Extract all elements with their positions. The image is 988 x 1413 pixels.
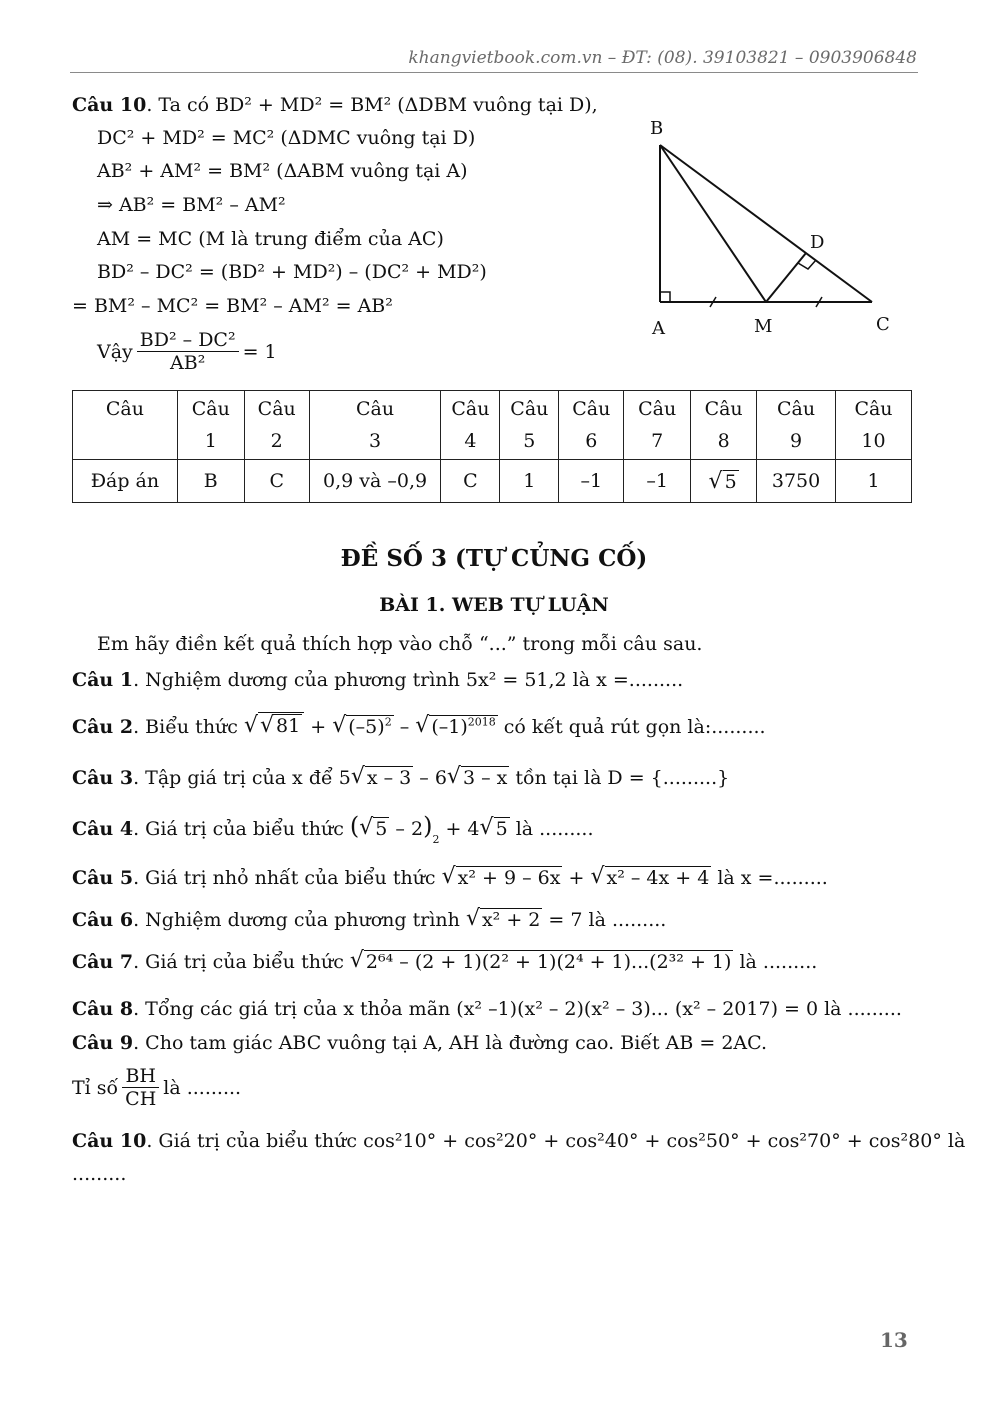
- conclusion-fraction: [137, 330, 239, 373]
- question-label: Câu 7: [72, 951, 134, 973]
- question-text: . Nghiệm dương của phương trình: [133, 909, 460, 931]
- radicand: (–5): [348, 716, 385, 738]
- table-answer: C: [441, 460, 500, 503]
- question-4: Câu 4 . Giá trị của biểu thức ( √ 5 – 2 ) 2 + 4 √ 5 là .........: [72, 812, 594, 846]
- question-text: . Giá trị nhỏ nhất của biểu thức: [133, 867, 436, 889]
- solution-line-4: ⇒ AB² = BM² – AM²: [97, 194, 286, 216]
- question-text: . Tập giá trị của x để: [133, 767, 333, 789]
- table-q-header: Câu 8: [691, 391, 757, 460]
- question-text: . Giá trị của biểu thức cos²10° + cos²20° + cos²40° + cos²50° + cos²70° + cos²80° là: [146, 1130, 966, 1152]
- question-7: Câu 7 . Giá trị của biểu thức √ 2⁶⁴ – (2 + 1)(2² + 1)(2⁴ + 1)...(2³² + 1) là .........: [72, 948, 818, 973]
- table-answer: 0,9 và –0,9: [309, 460, 441, 503]
- segment-bc: [660, 145, 872, 302]
- table-answer: C: [244, 460, 309, 503]
- radicand: 3 – x: [462, 767, 508, 789]
- question-text: . Tổng các giá trị của x thỏa mãn (x² –1)(x² – 2)(x² – 3)... (x² – 2017) = 0 là .........: [133, 998, 902, 1020]
- right-angle-a: [660, 292, 670, 302]
- question-text: là .........: [588, 909, 667, 931]
- table-answer: 3750: [757, 460, 836, 503]
- section-title: ĐỀ SỐ 3 (TỰ CỦNG CỐ): [340, 545, 648, 572]
- segment-md: [766, 253, 806, 302]
- question-6: Câu 6 . Nghiệm dương của phương trình √ x² + 2 = 7 là .........: [72, 906, 667, 931]
- question-label: Câu 3: [72, 767, 134, 789]
- question-label: Câu 8: [72, 998, 134, 1020]
- ratio-fraction: [122, 1066, 159, 1109]
- solution-line-6: BD² – DC² = (BD² + MD²) – (DC² + MD²): [97, 261, 487, 283]
- question-10: [72, 1130, 965, 1152]
- question-label: Câu 1: [72, 669, 134, 691]
- radicand: x² + 9 – 6x: [457, 867, 561, 889]
- fraction-denominator: AB²: [170, 352, 206, 374]
- question-3: Câu 3 . Tập giá trị của x để 5 √ x – 3 – 6 √ 3 – x tồn tại là D = {.........}: [72, 764, 730, 789]
- question-text: có kết quả rút gọn là:.........: [503, 716, 766, 738]
- label-d: D: [810, 232, 825, 253]
- table-answer: B: [177, 460, 244, 503]
- radicand: x – 3: [366, 767, 412, 789]
- table-q-header: Câu 3: [309, 391, 441, 460]
- label-b: B: [650, 118, 664, 139]
- label-m: M: [754, 316, 773, 337]
- instruction: Em hãy điền kết quả thích hợp vào chỗ “...” trong mỗi câu sau.: [97, 633, 703, 655]
- table-answer: –1: [559, 460, 624, 503]
- question-label: Câu 2: [72, 716, 134, 738]
- question-label: Câu 6: [72, 909, 134, 931]
- fraction-result: = 1: [242, 340, 277, 363]
- table-q-header: Câu 10: [836, 391, 912, 460]
- question-text: là .........: [515, 818, 594, 840]
- answer-table: [72, 390, 912, 503]
- question-text: là .........: [163, 1076, 242, 1099]
- radicand: x² – 4x + 4: [606, 867, 710, 889]
- label-c: C: [876, 314, 890, 335]
- question-text: . Biểu thức: [133, 716, 238, 738]
- table-q-header: Câu 7: [624, 391, 691, 460]
- radicand: x² + 2: [481, 909, 541, 931]
- segment-bm: [660, 145, 766, 302]
- ratio-label: Tỉ số: [72, 1076, 119, 1099]
- table-q-header: Câu 6: [559, 391, 624, 460]
- table-answer: 1: [836, 460, 912, 503]
- question-text: là x =.........: [717, 867, 828, 889]
- question-text: . Nghiệm dương của phương trình 5x² = 51,2 là x =.........: [133, 669, 684, 691]
- table-q-header: Câu 1: [177, 391, 244, 460]
- question-label: Câu 4: [72, 818, 134, 840]
- radicand: (–1): [431, 716, 468, 738]
- solution-line-3: AB² + AM² = BM² (ΔABM vuông tại A): [97, 160, 468, 182]
- vay-text: Vậy: [97, 340, 133, 363]
- solution-line-5: AM = MC (M là trung điểm của AC): [97, 228, 444, 250]
- question-9-ratio: [72, 1066, 241, 1109]
- page-number: 13: [880, 1328, 908, 1352]
- fraction-numerator: BH: [122, 1066, 159, 1088]
- solution-line-2: DC² + MD² = MC² (ΔDMC vuông tại D): [97, 127, 476, 149]
- answer-table-answer-row: [73, 460, 912, 503]
- solution-text-1: . Ta có BD² + MD² = BM² (ΔDBM vuông tại D),: [146, 94, 598, 116]
- table-answer-sqrt: √ 5: [691, 460, 757, 503]
- question-text: tồn tại là D = {.........}: [515, 767, 730, 789]
- header-rule: [70, 72, 918, 73]
- question-5: Câu 5 . Giá trị nhỏ nhất của biểu thức √ x² + 9 – 6x + √ x² – 4x + 4 là x =.........: [72, 864, 828, 889]
- table-header-label: Câu: [73, 391, 178, 460]
- question-9: [72, 1032, 767, 1054]
- radicand: 2⁶⁴ – (2 + 1)(2² + 1)(2⁴ + 1)...(2³² + 1): [365, 951, 732, 973]
- question-text: . Cho tam giác ABC vuông tại A, AH là đường cao. Biết AB = 2AC.: [133, 1032, 768, 1054]
- radicand: 81: [276, 715, 301, 737]
- label-a: A: [652, 318, 665, 339]
- solution-conclusion: [97, 330, 277, 373]
- fraction-denominator: CH: [125, 1088, 157, 1110]
- exponent: 2018: [467, 715, 496, 729]
- right-angle-d: [798, 260, 816, 269]
- question-2: Câu 2 . Biểu thức √ √ 81 + √ $(-5)^2$ – √ $(-1)^{2018}$ có kết quả rút gọn là:.........: [72, 713, 766, 738]
- question-text: . Giá trị của biểu thức: [133, 818, 344, 840]
- solution-line-1: [72, 94, 598, 116]
- solution-line-7: = BM² – MC² = BM² – AM² = AB²: [72, 295, 393, 317]
- triangle-figure: [640, 110, 900, 340]
- question-8: [72, 998, 902, 1020]
- table-q-header: Câu 4: [441, 391, 500, 460]
- table-answer: –1: [624, 460, 691, 503]
- table-row-label: Đáp án: [73, 460, 178, 503]
- solution-label: Câu 10: [72, 94, 147, 116]
- answer-table-header-row: [73, 391, 912, 460]
- question-label: Câu 5: [72, 867, 134, 889]
- table-q-header: Câu 2: [244, 391, 309, 460]
- page-header: khangvietbook.com.vn – ĐT: (08). 39103821 – 0903906848: [408, 48, 917, 68]
- question-label: Câu 10: [72, 1130, 147, 1152]
- fraction-numerator: BD² – DC²: [137, 330, 239, 352]
- question-text: . Giá trị của biểu thức: [133, 951, 344, 973]
- subsection-title: BÀI 1. WEB TỰ LUẬN: [379, 594, 609, 616]
- table-q-header: Câu 5: [500, 391, 559, 460]
- question-text: là .........: [739, 951, 818, 973]
- exponent: 2: [384, 715, 392, 729]
- table-answer: 1: [500, 460, 559, 503]
- question-1: [72, 669, 683, 691]
- question-label: Câu 9: [72, 1032, 134, 1054]
- table-q-header: Câu 9: [757, 391, 836, 460]
- question-10-dots: .........: [72, 1163, 127, 1185]
